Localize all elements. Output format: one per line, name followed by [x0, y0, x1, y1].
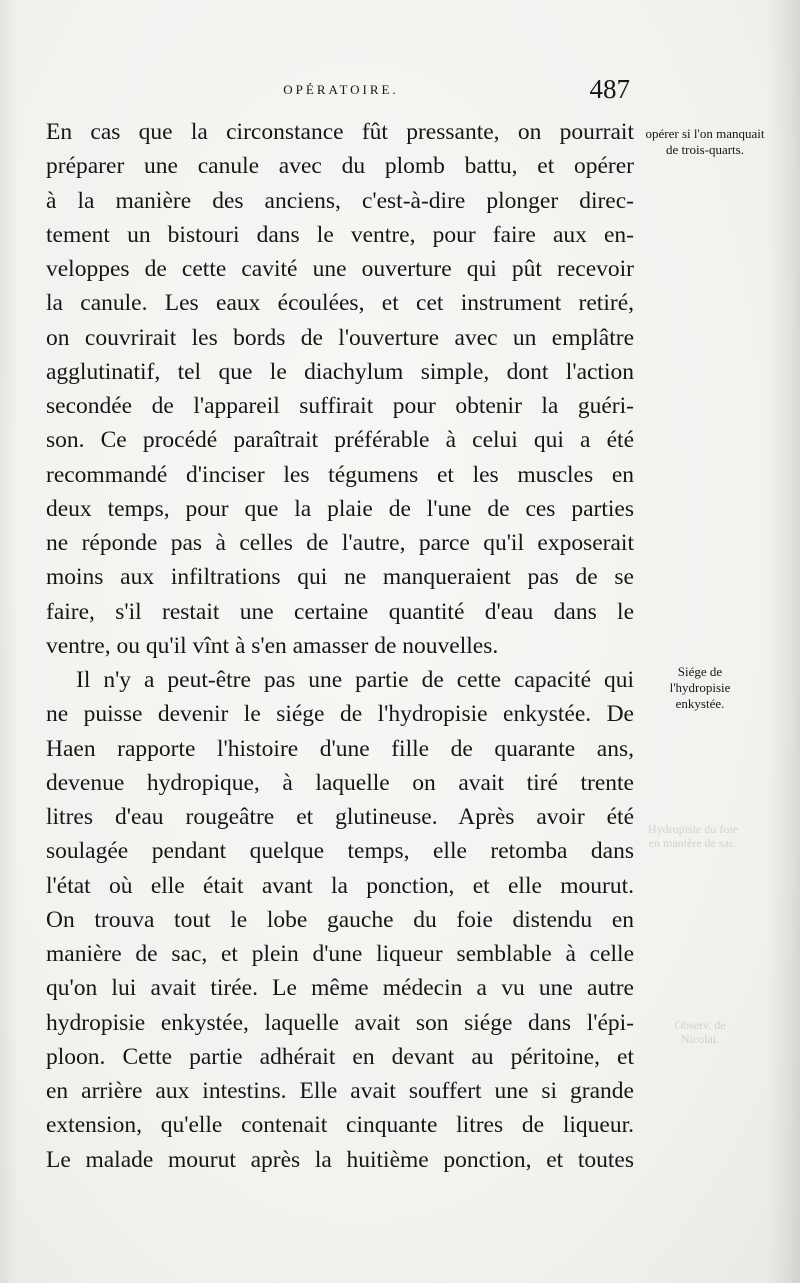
- margin-note: opérer si l'on manquait de trois-quarts.: [645, 126, 765, 157]
- page-number: 487: [589, 74, 630, 104]
- text-line: on couvrirait les bords de l'ouverture avec un emplâtre: [46, 324, 634, 351]
- text-line: deux temps, pour que la plaie de l'une de ces parties: [46, 495, 634, 522]
- text-line: On trouva tout le lobe gauche du foie distendu en: [46, 906, 634, 933]
- text-line: l'état où elle était avant la ponction, et elle mourut.: [46, 872, 634, 899]
- text-line: à la manière des anciens, c'est-à-dire plonger direc-: [46, 187, 634, 214]
- text-line: secondée de l'appareil suffirait pour obtenir la guéri-: [46, 393, 634, 419]
- text-line: faire, s'il restait une certaine quantité d'eau dans le: [46, 598, 634, 625]
- text-line: hydropisie enkystée, laquelle avait son siége dans l'épi-: [46, 1009, 634, 1036]
- text-line: ne puisse devenir le siége de l'hydropisie enkystée. De: [46, 701, 634, 728]
- text-line: litres d'eau rougeâtre et glutineuse. Après avoir été: [46, 804, 634, 830]
- text-line: Haen rapporte l'histoire d'une fille de quarante ans,: [46, 735, 634, 762]
- text-line: devenue hydropique, à laquelle on avait tiré trente: [46, 769, 634, 796]
- text-line: extension, qu'elle contenait cinquante litres de liqueur.: [46, 1112, 634, 1139]
- page-header: [48, 76, 634, 106]
- text-line: en arrière aux intestins. Elle avait souffert une si grande: [46, 1078, 634, 1104]
- page-right-shadow: [766, 0, 800, 1283]
- text-line: qu'on lui avait tirée. Le même médecin a vu une autre: [46, 975, 634, 1002]
- text-line: ploon. Cette partie adhérait en devant au péritoine, et: [46, 1043, 634, 1070]
- text-line: préparer une canule avec du plomb battu, et opérer: [46, 153, 634, 180]
- running-head: OPÉRATOIRE.: [283, 82, 399, 97]
- text-line: recommandé d'inciser les tégumens et les muscles en: [46, 461, 634, 488]
- bleed-through-note: Hydropisie du foie en manière de sac.: [648, 822, 738, 850]
- text-line: ne réponde pas à celles de l'autre, parce qu'il exposerait: [46, 530, 634, 556]
- page-left-shadow: [0, 0, 18, 1283]
- text-line: ventre, ou qu'il vînt à s'en amasser de nouvelles.: [46, 632, 499, 659]
- margin-note: Siége de l'hydropisie enkystée.: [669, 664, 731, 711]
- text-line: En cas que la circonstance fût pressante, on pourrait: [46, 119, 634, 145]
- text-line: tement un bistouri dans le ventre, pour faire aux en-: [46, 221, 634, 248]
- text-line: Le malade mourut après la huitième ponction, et toutes: [46, 1146, 634, 1173]
- text-line: la canule. Les eaux écoulées, et cet instrument retiré,: [46, 290, 634, 317]
- text-line: Il n'y a peut-être pas une partie de cette capacité qui: [76, 667, 634, 693]
- bleed-through-note: Observ. de Nicolai.: [674, 1018, 726, 1046]
- text-line: soulagée pendant quelque temps, elle retomba dans: [46, 838, 634, 865]
- text-line: veloppes de cette cavité une ouverture qui pût recevoir: [46, 256, 634, 282]
- text-line: agglutinatif, tel que le diachylum simple, dont l'action: [46, 358, 634, 385]
- text-line: moins aux infiltrations qui ne manqueraient pas de se: [46, 564, 634, 591]
- text-line: son. Ce procédé paraîtrait préférable à celui qui a été: [46, 427, 634, 454]
- text-line: manière de sac, et plein d'une liqueur semblable à celle: [46, 941, 634, 967]
- body-text: [46, 115, 634, 1177]
